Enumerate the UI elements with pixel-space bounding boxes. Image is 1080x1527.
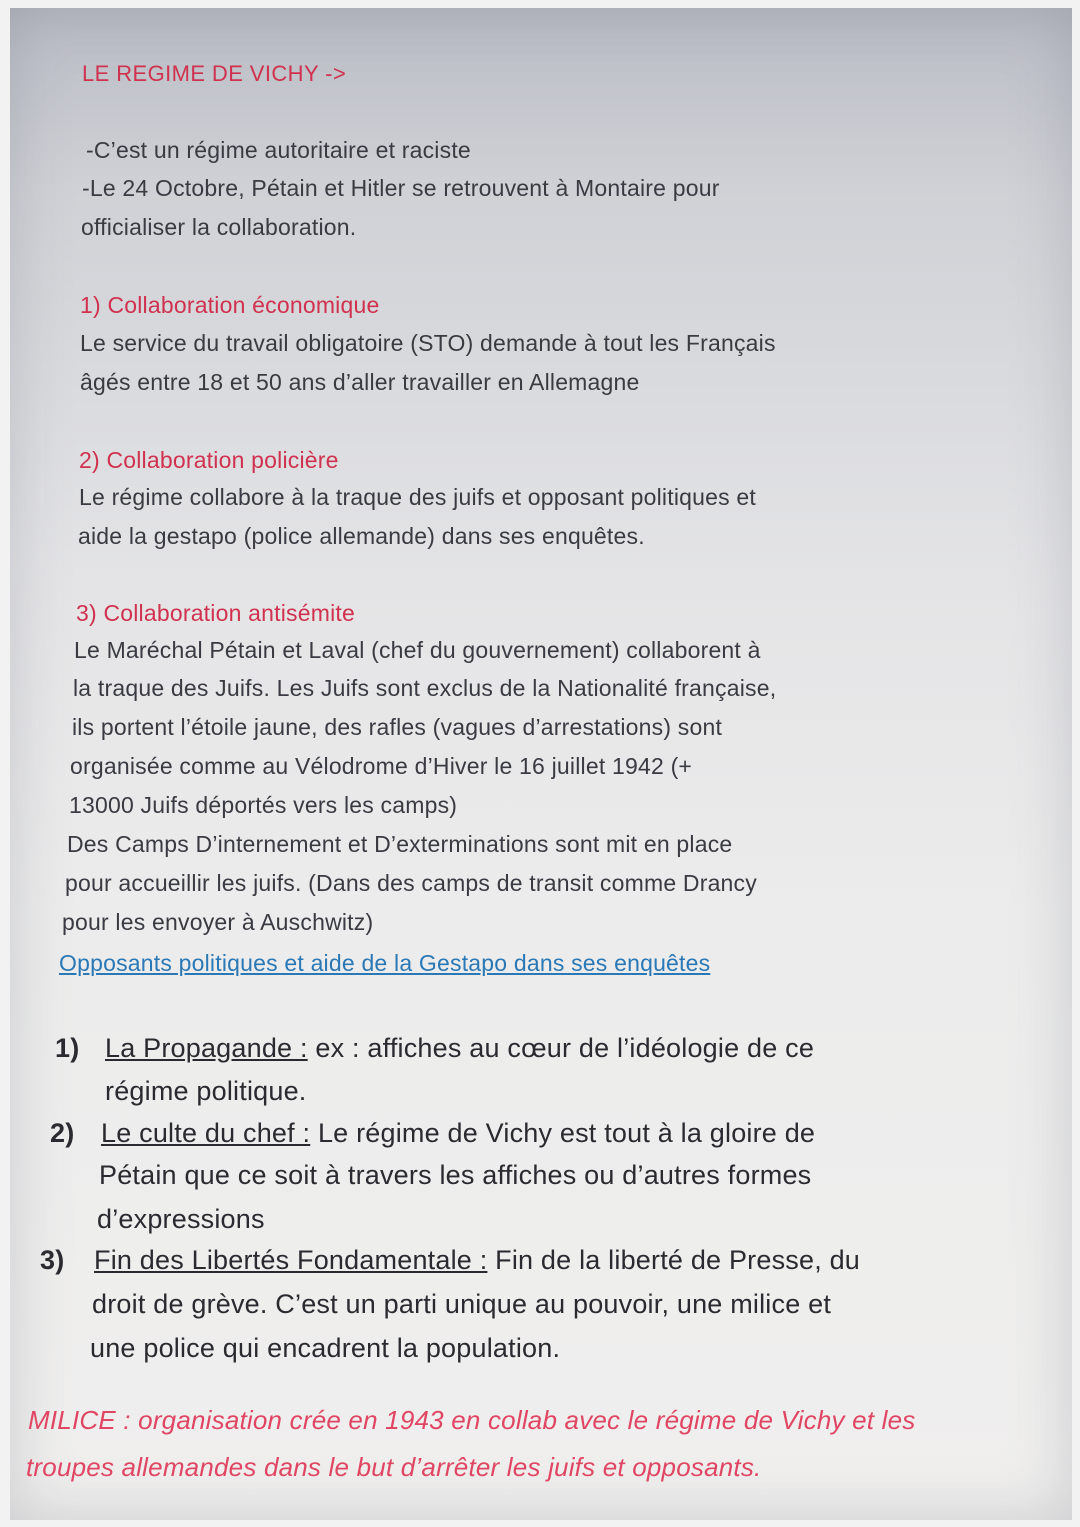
list-text: régime politique. [105,1076,307,1106]
document-page [10,8,1072,1520]
section-line: ils portent l’étoile jaune, des rafles (vagues d’arrestations) sont [72,714,723,740]
list-text: une police qui encadrent la population. [90,1333,561,1363]
list-label: Fin des Libertés Fondamentale : [94,1245,488,1275]
list-text: Pétain que ce soit à travers les affiches ou d’autres formes [99,1160,812,1190]
section-line: Le Maréchal Pétain et Laval (chef du gouvernement) collaborent à [74,637,761,663]
section-heading: 3) Collaboration antisémite [76,600,355,626]
section-line: pour accueillir les juifs. (Dans des camps de transit comme Drancy [65,870,757,896]
intro-line: -Le 24 Octobre, Pétain et Hitler se retrouvent à Montaire pour [82,175,720,201]
list-text: droit de grève. C’est un parti unique au pouvoir, une milice et [92,1289,832,1319]
section-heading: 2) Collaboration policière [79,447,339,473]
milice-note-line: troupes allemandes dans le but d’arrêter les juifs et opposants. [26,1452,762,1482]
list-text: Le régime de Vichy est tout à la gloire de [317,1118,816,1148]
section-heading: 1) Collaboration économique [80,292,380,318]
section-line: Des Camps D’internement et D’exterminations sont mit en place [67,831,733,857]
section-line: la traque des Juifs. Les Juifs sont exclus de la Nationalité française, [73,675,777,701]
intro-line: -C’est un régime autoritaire et raciste [86,137,471,163]
list-item [101,1116,815,1150]
list-label: Le culte du chef : [101,1118,311,1148]
list-item [94,1243,860,1277]
list-text: ex : affiches au cœur de l’idéologie de ce [315,1033,815,1063]
milice-note-line: MILICE : organisation crée en 1943 en collab avec le régime de Vichy et les [28,1405,916,1435]
underlined-link-line[interactable]: Opposants politiques et aide de la Gestapo dans ses enquêtes [59,950,711,976]
page-title: LE REGIME DE VICHY -> [82,61,347,86]
list-text: d’expressions [97,1204,265,1234]
section-line: Le régime collabore à la traque des juifs et opposant politiques et [79,484,756,510]
intro-line: officialiser la collaboration. [81,214,357,240]
list-number: 3) [40,1245,65,1275]
section-line: Le service du travail obligatoire (STO) demande à tout les Français [80,330,776,356]
section-line: 13000 Juifs déportés vers les camps) [69,792,458,818]
list-item [105,1031,814,1065]
list-label: La Propagande : [105,1033,308,1063]
section-line: âgés entre 18 et 50 ans d’aller travailler en Allemagne [80,369,640,395]
section-line: pour les envoyer à Auschwitz) [62,909,374,935]
list-number: 2) [50,1118,75,1148]
list-text: Fin de la liberté de Presse, du [495,1245,861,1275]
list-number: 1) [55,1033,80,1063]
section-line: aide la gestapo (police allemande) dans ses enquêtes. [78,523,645,549]
section-line: organisée comme au Vélodrome d’Hiver le 16 juillet 1942 (+ [70,753,693,779]
